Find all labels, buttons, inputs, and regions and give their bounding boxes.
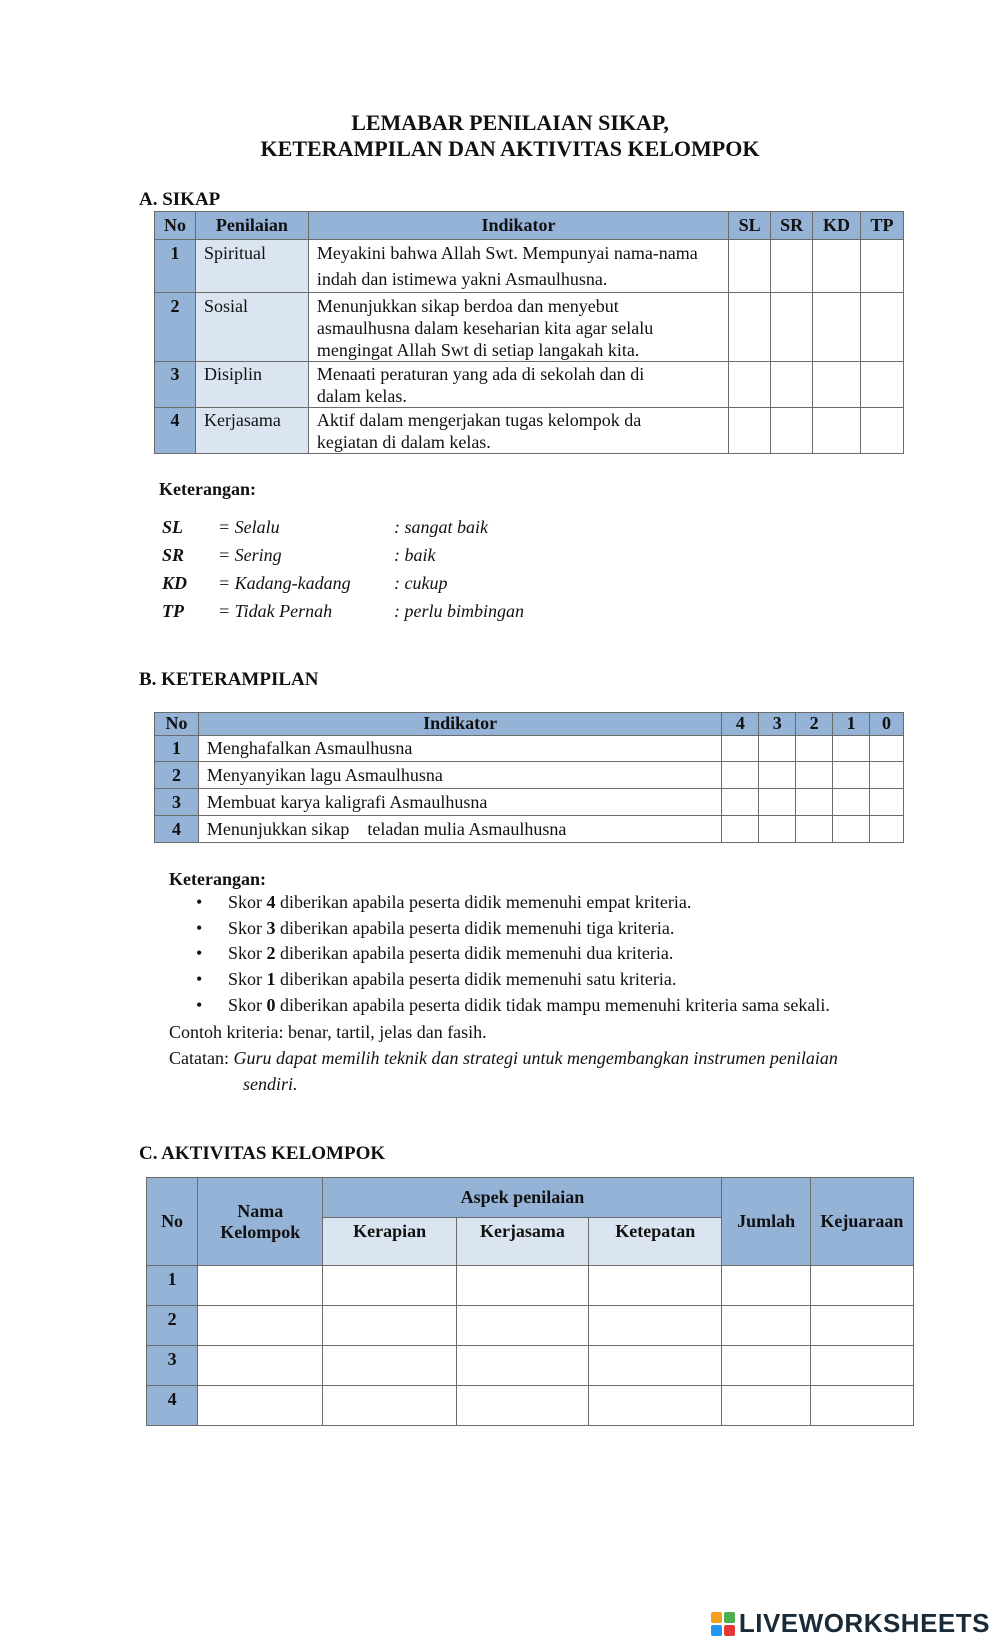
header-jumlah: Jumlah bbox=[722, 1178, 810, 1266]
cell-nama[interactable] bbox=[198, 1266, 323, 1306]
aktivitas-table bbox=[146, 1177, 914, 1426]
row-indikator: Menyanyikan lagu Asmaulhusna bbox=[198, 762, 721, 789]
header-sr: SR bbox=[771, 212, 813, 240]
score-criteria-item: • Skor 3 diberikan apabila peserta didik memenuhi tiga kriteria. bbox=[196, 916, 830, 942]
cell-kerjasama[interactable] bbox=[456, 1346, 588, 1386]
liveworksheets-logo-icon bbox=[711, 1612, 735, 1636]
cell-tp[interactable] bbox=[861, 408, 904, 454]
row-penilaian: Disiplin bbox=[195, 362, 308, 408]
cell-jumlah[interactable] bbox=[722, 1346, 810, 1386]
cell-score[interactable] bbox=[833, 789, 870, 816]
cell-jumlah[interactable] bbox=[722, 1306, 810, 1346]
cell-score[interactable] bbox=[833, 816, 870, 843]
cell-ketepatan[interactable] bbox=[589, 1346, 722, 1386]
section-b-heading: B. KETERAMPILAN bbox=[139, 669, 319, 690]
score-criteria-item: • Skor 2 diberikan apabila peserta didik memenuhi dua kriteria. bbox=[196, 941, 830, 967]
contoh-kriteria: Contoh kriteria: benar, tartil, jelas dan fasih. bbox=[169, 1022, 487, 1042]
cell-ketepatan[interactable] bbox=[589, 1306, 722, 1346]
catatan-label: Catatan: bbox=[169, 1048, 234, 1068]
cell-score[interactable] bbox=[796, 736, 833, 762]
cell-kerjasama[interactable] bbox=[456, 1386, 588, 1426]
cell-sl[interactable] bbox=[729, 362, 771, 408]
header-score-4: 4 bbox=[722, 713, 759, 736]
row-no: 2 bbox=[147, 1306, 198, 1346]
cell-kerapian[interactable] bbox=[323, 1306, 456, 1346]
cell-nama[interactable] bbox=[198, 1386, 323, 1426]
cell-score[interactable] bbox=[870, 762, 904, 789]
header-sl: SL bbox=[729, 212, 771, 240]
cell-tp[interactable] bbox=[861, 240, 904, 293]
keterampilan-row bbox=[155, 762, 904, 789]
row-penilaian: Sosial bbox=[195, 293, 308, 362]
row-indikator: Menunjukkan sikap teladan mulia Asmaulhusna bbox=[198, 816, 721, 843]
cell-score[interactable] bbox=[759, 736, 796, 762]
aktivitas-row bbox=[147, 1386, 914, 1426]
cell-score[interactable] bbox=[796, 789, 833, 816]
keterampilan-row bbox=[155, 816, 904, 843]
header-aspek-penilaian: Aspek penilaian bbox=[323, 1178, 722, 1218]
header-no: No bbox=[155, 212, 196, 240]
cell-sl[interactable] bbox=[729, 293, 771, 362]
sikap-header-row bbox=[155, 212, 904, 240]
header-no: No bbox=[155, 713, 199, 736]
legend-code: SR bbox=[162, 545, 185, 565]
score-criteria-item: • Skor 0 diberikan apabila peserta didik tidak mampu memenuhi kriteria sama sekali. bbox=[196, 993, 830, 1019]
legend-code: TP bbox=[162, 601, 184, 621]
row-no: 1 bbox=[147, 1266, 198, 1306]
section-c-heading: C. AKTIVITAS KELOMPOK bbox=[139, 1143, 386, 1164]
keterampilan-row bbox=[155, 736, 904, 762]
row-indikator: Membuat karya kaligrafi Asmaulhusna bbox=[198, 789, 721, 816]
cell-score[interactable] bbox=[759, 789, 796, 816]
cell-score[interactable] bbox=[833, 762, 870, 789]
page-title bbox=[0, 110, 1000, 162]
score-criteria-list bbox=[196, 890, 830, 1019]
cell-kd[interactable] bbox=[813, 240, 861, 293]
cell-sl[interactable] bbox=[729, 240, 771, 293]
catatan-continued: sendiri. bbox=[243, 1074, 298, 1094]
legend-name: = Selalu bbox=[218, 517, 280, 537]
header-kejuaraan: Kejuaraan bbox=[810, 1178, 913, 1266]
row-no: 2 bbox=[155, 762, 199, 789]
cell-kejuaraan[interactable] bbox=[810, 1386, 913, 1426]
keterampilan-header-row bbox=[155, 713, 904, 736]
header-score-1: 1 bbox=[833, 713, 870, 736]
header-indikator: Indikator bbox=[308, 212, 728, 240]
sikap-row bbox=[155, 293, 904, 362]
cell-score[interactable] bbox=[759, 816, 796, 843]
cell-jumlah[interactable] bbox=[722, 1266, 810, 1306]
cell-kerjasama[interactable] bbox=[456, 1266, 588, 1306]
cell-kerjasama[interactable] bbox=[456, 1306, 588, 1346]
row-no: 1 bbox=[155, 240, 196, 293]
row-indikator: Aktif dalam mengerjakan tugas kelompok da kegiatan di dalam kelas. bbox=[308, 408, 728, 454]
header-kd: KD bbox=[813, 212, 861, 240]
row-no: 1 bbox=[155, 736, 199, 762]
header-score-3: 3 bbox=[759, 713, 796, 736]
cell-kd[interactable] bbox=[813, 362, 861, 408]
row-no: 3 bbox=[155, 789, 199, 816]
aktivitas-header-row bbox=[147, 1178, 914, 1218]
cell-sl[interactable] bbox=[729, 408, 771, 454]
header-indikator: Indikator bbox=[198, 713, 721, 736]
cell-kejuaraan[interactable] bbox=[810, 1266, 913, 1306]
row-indikator: Menunjukkan sikap berdoa dan menyebut asmaulhusna dalam keseharian kita agar selalu mengingat Allah Swt di setiap langakah kita. bbox=[308, 293, 728, 362]
legend-code: SL bbox=[162, 517, 184, 537]
legend-desc: : sangat baik bbox=[394, 517, 488, 537]
legend-desc: : perlu bimbingan bbox=[394, 601, 524, 621]
cell-score[interactable] bbox=[833, 736, 870, 762]
cell-sr[interactable] bbox=[771, 240, 813, 293]
header-ketepatan: Ketepatan bbox=[589, 1218, 722, 1266]
cell-kerapian[interactable] bbox=[323, 1346, 456, 1386]
liveworksheets-logo-text: LIVEWORKSHEETS bbox=[738, 1608, 990, 1638]
score-criteria-item: • Skor 4 diberikan apabila peserta didik memenuhi empat kriteria. bbox=[196, 890, 830, 916]
cell-kejuaraan[interactable] bbox=[810, 1346, 913, 1386]
cell-kerapian[interactable] bbox=[323, 1386, 456, 1426]
header-nama-kelompok: Nama Kelompok bbox=[198, 1178, 323, 1266]
score-criteria-item: • Skor 1 diberikan apabila peserta didik memenuhi satu kriteria. bbox=[196, 967, 830, 993]
cell-ketepatan[interactable] bbox=[589, 1386, 722, 1426]
cell-score[interactable] bbox=[722, 816, 759, 843]
aktivitas-row bbox=[147, 1306, 914, 1346]
cell-score[interactable] bbox=[870, 789, 904, 816]
row-indikator: Menaati peraturan yang ada di sekolah dan di dalam kelas. bbox=[308, 362, 728, 408]
row-no: 3 bbox=[147, 1346, 198, 1386]
header-penilaian: Penilaian bbox=[195, 212, 308, 240]
keterampilan-row bbox=[155, 789, 904, 816]
sikap-row bbox=[155, 408, 904, 454]
cell-sr[interactable] bbox=[771, 408, 813, 454]
aktivitas-row bbox=[147, 1346, 914, 1386]
aktivitas-row bbox=[147, 1266, 914, 1306]
cell-sr[interactable] bbox=[771, 293, 813, 362]
cell-tp[interactable] bbox=[861, 362, 904, 408]
header-score-0: 0 bbox=[870, 713, 904, 736]
cell-sr[interactable] bbox=[771, 362, 813, 408]
row-penilaian: Spiritual bbox=[195, 240, 308, 293]
cell-score[interactable] bbox=[796, 762, 833, 789]
keterampilan-keterangan-label: Keterangan: bbox=[169, 869, 266, 889]
sikap-row bbox=[155, 240, 904, 293]
liveworksheets-logo bbox=[711, 1608, 990, 1639]
legend-code: KD bbox=[162, 573, 188, 593]
sikap-row bbox=[155, 362, 904, 408]
row-penilaian: Kerjasama bbox=[195, 408, 308, 454]
legend-name: = Sering bbox=[218, 545, 282, 565]
keterampilan-table bbox=[154, 712, 904, 843]
header-score-2: 2 bbox=[796, 713, 833, 736]
legend-name: = Kadang-kadang bbox=[218, 573, 351, 593]
row-no: 4 bbox=[147, 1386, 198, 1426]
cell-score[interactable] bbox=[796, 816, 833, 843]
cell-score[interactable] bbox=[722, 789, 759, 816]
cell-nama[interactable] bbox=[198, 1306, 323, 1346]
catatan-text: Guru dapat memilih teknik dan strategi untuk mengembangkan instrumen penilaian bbox=[233, 1048, 838, 1068]
catatan bbox=[169, 1048, 838, 1069]
row-indikator: Meyakini bahwa Allah Swt. Mempunyai nama-nama indah dan istimewa yakni Asmaulhusna. bbox=[308, 240, 728, 293]
header-no: No bbox=[147, 1178, 198, 1266]
row-no: 3 bbox=[155, 362, 196, 408]
row-no: 4 bbox=[155, 408, 196, 454]
title-line-1: LEMABAR PENILAIAN SIKAP, bbox=[351, 110, 669, 135]
header-kerjasama: Kerjasama bbox=[456, 1218, 588, 1266]
cell-score[interactable] bbox=[870, 816, 904, 843]
header-kerapian: Kerapian bbox=[323, 1218, 456, 1266]
cell-ketepatan[interactable] bbox=[589, 1266, 722, 1306]
title-line-2: KETERAMPILAN DAN AKTIVITAS KELOMPOK bbox=[260, 136, 760, 161]
section-a-heading: A. SIKAP bbox=[139, 189, 221, 210]
cell-nama[interactable] bbox=[198, 1346, 323, 1386]
row-indikator: Menghafalkan Asmaulhusna bbox=[198, 736, 721, 762]
legend-desc: : cukup bbox=[394, 573, 448, 593]
cell-jumlah[interactable] bbox=[722, 1386, 810, 1426]
cell-kd[interactable] bbox=[813, 408, 861, 454]
cell-kerapian[interactable] bbox=[323, 1266, 456, 1306]
row-no: 4 bbox=[155, 816, 199, 843]
header-tp: TP bbox=[861, 212, 904, 240]
cell-score[interactable] bbox=[759, 762, 796, 789]
sikap-keterangan-label: Keterangan: bbox=[159, 479, 256, 499]
row-no: 2 bbox=[155, 293, 196, 362]
cell-kd[interactable] bbox=[813, 293, 861, 362]
legend-name: = Tidak Pernah bbox=[218, 601, 333, 621]
cell-score[interactable] bbox=[722, 736, 759, 762]
sikap-table bbox=[154, 211, 904, 454]
cell-score[interactable] bbox=[870, 736, 904, 762]
cell-kejuaraan[interactable] bbox=[810, 1306, 913, 1346]
legend-desc: : baik bbox=[394, 545, 436, 565]
cell-score[interactable] bbox=[722, 762, 759, 789]
cell-tp[interactable] bbox=[861, 293, 904, 362]
